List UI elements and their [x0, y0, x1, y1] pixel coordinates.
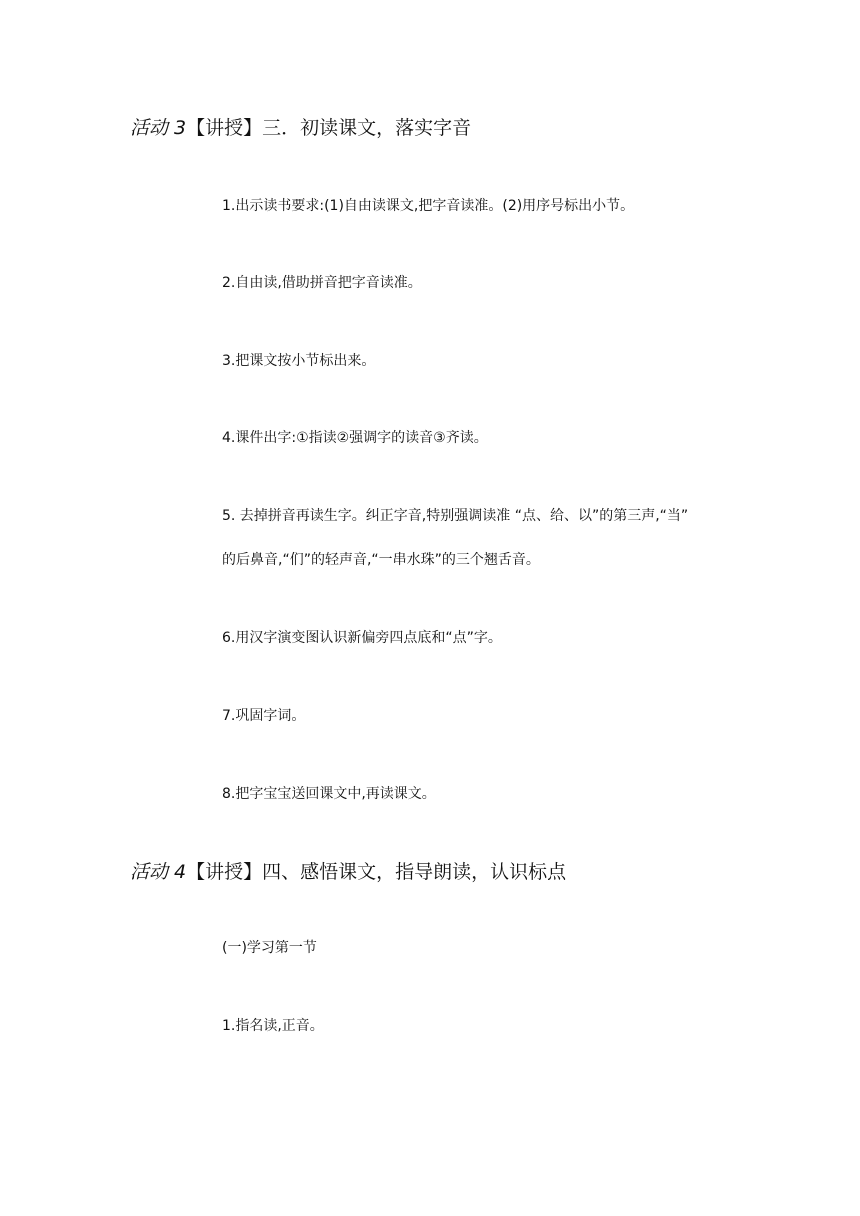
activity-3-heading	[130, 116, 471, 140]
paragraph: 1.指名读,正音。	[222, 1018, 324, 1034]
paragraph: (一)学习第一节	[222, 940, 317, 956]
activity-title: 【讲授】三．初读课文，落实字音	[186, 117, 472, 139]
paragraph: 8.把字宝宝送回课文中,再读课文。	[222, 786, 436, 802]
activity-label: 活动 4	[130, 861, 187, 883]
paragraph: 6.用汉字演变图认识新偏旁四点底和“点”字。	[222, 630, 502, 646]
activity-4-heading	[130, 860, 566, 884]
paragraph: 4.课件出字:①指读②强调字的读音③齐读。	[222, 430, 488, 446]
paragraph: 5. 去掉拼音再读生字。纠正字音,特别强调读准 “点、给、以”的第三声,“当”	[222, 508, 689, 524]
paragraph: 的后鼻音,“们”的轻声音,“一串水珠”的三个翘舌音。	[222, 552, 540, 568]
activity-title: 【讲授】四、感悟课文，指导朗读，认识标点	[186, 861, 567, 883]
paragraph: 2.自由读,借助拼音把字音读准。	[222, 275, 422, 291]
activity-label: 活动 3	[130, 117, 187, 139]
paragraph: 7.巩固字词。	[222, 708, 306, 724]
paragraph: 1.出示读书要求:(1)自由读课文,把字音读准。(2)用序号标出小节。	[222, 198, 635, 214]
paragraph: 3.把课文按小节标出来。	[222, 353, 376, 369]
